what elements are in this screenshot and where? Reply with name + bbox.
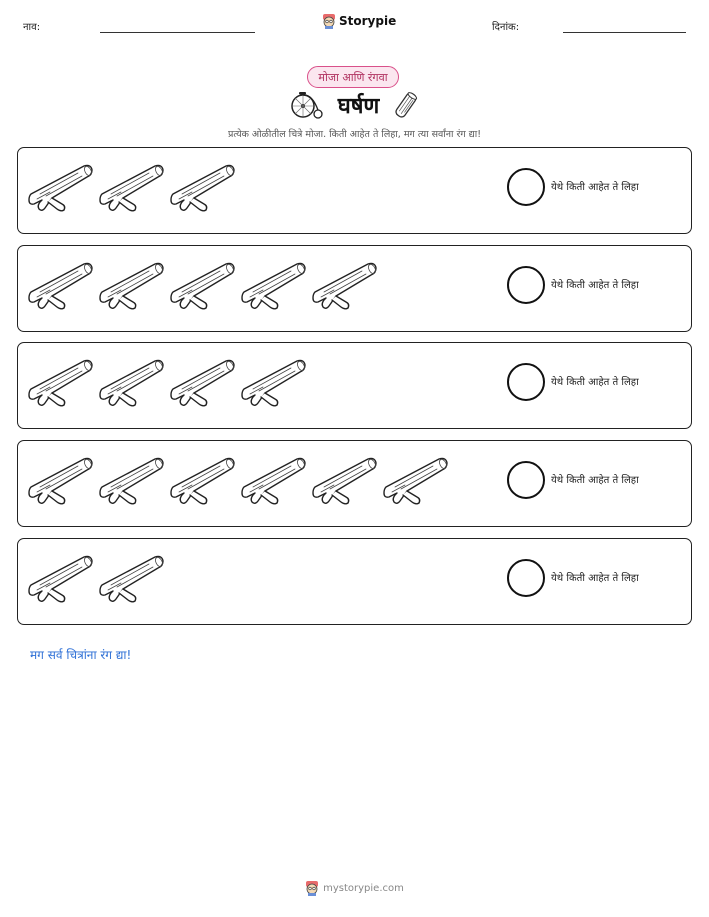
answer-label: येथे किती आहेत ते लिहा <box>551 280 639 291</box>
stick-group <box>28 355 306 415</box>
count-row-2 <box>17 245 692 332</box>
stick-icon <box>241 258 306 318</box>
answer-circle[interactable] <box>507 168 545 206</box>
stick-icon <box>99 258 164 318</box>
answer-circle[interactable] <box>507 461 545 499</box>
footer <box>0 880 709 896</box>
stick-icon <box>312 258 377 318</box>
storypie-mascot-icon <box>305 880 319 896</box>
stick-icon <box>312 453 377 513</box>
stick-group <box>28 258 377 318</box>
log-icon <box>393 90 419 120</box>
stick-icon <box>241 453 306 513</box>
stick-icon <box>170 160 235 220</box>
stick-icon <box>28 258 93 318</box>
title-row <box>0 90 709 120</box>
stick-icon <box>170 453 235 513</box>
page-title: घर्षण <box>337 94 380 119</box>
answer-label: येथे किती आहेत ते लिहा <box>551 182 639 193</box>
stick-icon <box>28 453 93 513</box>
count-row-4 <box>17 440 692 527</box>
stick-icon <box>99 551 164 611</box>
color-instruction: मग सर्व चित्रांना रंग द्या! <box>30 648 132 662</box>
stick-group <box>28 453 448 513</box>
stick-icon <box>99 453 164 513</box>
brand-name: Storypie <box>339 14 397 28</box>
storypie-mascot-icon <box>322 13 336 29</box>
penny-farthing-bicycle-icon <box>290 90 324 120</box>
answer-label: येथे किती आहेत ते लिहा <box>551 475 639 486</box>
stick-icon <box>170 355 235 415</box>
stick-icon <box>28 551 93 611</box>
footer-url: mystorypie.com <box>323 882 404 894</box>
count-row-3 <box>17 342 692 429</box>
stick-group <box>28 551 164 611</box>
answer-circle[interactable] <box>507 363 545 401</box>
instruction-text: प्रत्येक ओळीतील चित्रे मोजा. किती आहेत ते लिहा, मग त्या सर्वांना रंग द्या! <box>227 129 482 140</box>
brand-logo <box>322 13 396 29</box>
count-row-5 <box>17 538 692 625</box>
answer-circle[interactable] <box>507 559 545 597</box>
count-row-1 <box>17 147 692 234</box>
stick-icon <box>28 355 93 415</box>
answer-label: येथे किती आहेत ते लिहा <box>551 573 639 584</box>
answer-label: येथे किती आहेत ते लिहा <box>551 377 639 388</box>
date-line[interactable] <box>563 32 686 33</box>
stick-icon <box>383 453 448 513</box>
activity-badge: मोजा आणि रंगवा <box>307 66 399 88</box>
stick-group <box>28 160 235 220</box>
answer-circle[interactable] <box>507 266 545 304</box>
name-label: नाव: <box>23 22 41 33</box>
name-line[interactable] <box>100 32 255 33</box>
stick-icon <box>170 258 235 318</box>
date-label: दिनांक: <box>492 22 520 33</box>
stick-icon <box>241 355 306 415</box>
stick-icon <box>99 355 164 415</box>
stick-icon <box>99 160 164 220</box>
stick-icon <box>28 160 93 220</box>
